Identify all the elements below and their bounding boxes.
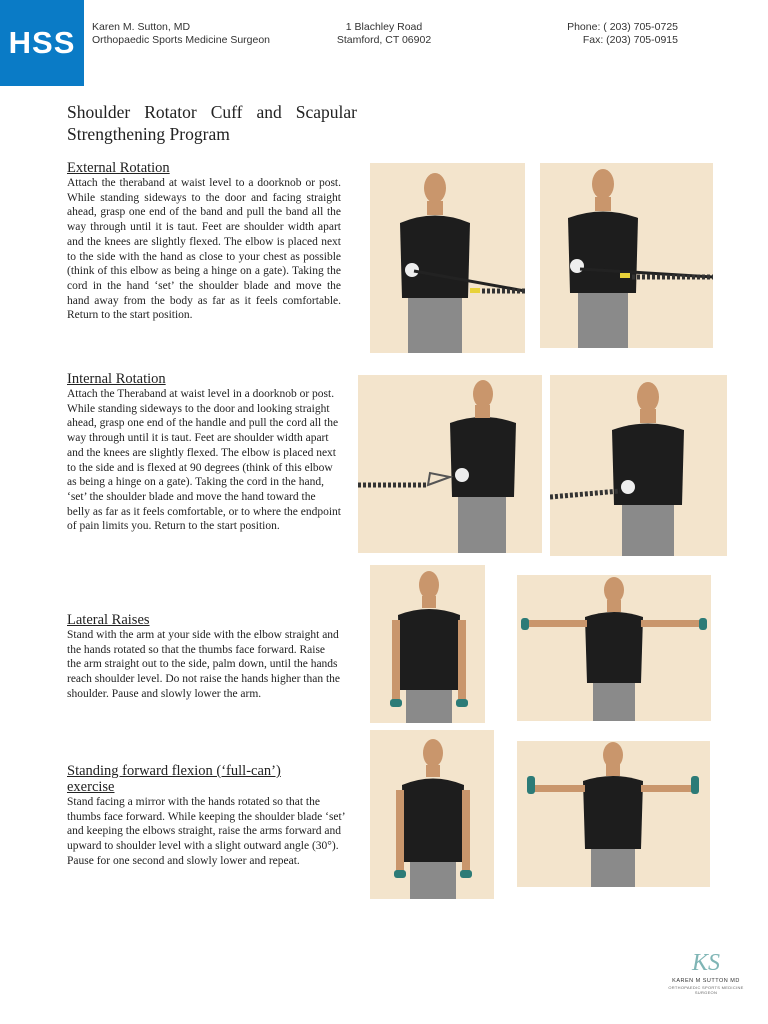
photo-internal-rotation-end: [550, 375, 727, 556]
section-body: Stand with the arm at your side with the elbow straight and the hands rotated so that the thumbs face forward. Raise the arm straight out to the side, palm down, until the hands reach shoulder level. Do not raise the hands higher than the shoulder. Pause and slowly lower the arm.: [67, 629, 341, 700]
photo-lateral-raise-end: [517, 575, 711, 721]
section-heading: Internal Rotation: [67, 371, 166, 387]
section-external-rotation: [67, 160, 341, 323]
doctor-info: [92, 21, 270, 47]
section-lateral-raises: [67, 612, 341, 702]
person-dumbbells-icon: [370, 565, 485, 723]
photo-internal-rotation-start: [358, 375, 542, 553]
section-body: Stand facing a mirror with the hands rotated so that the thumbs face forward. While keeping the shoulder blade ‘set’ and keeping the elbows straight, raise the arms forward and upward to shoulder level with a slight outward angle (30°). Pause for one second and slowly lower and repeat.: [67, 796, 345, 867]
person-band-icon: [540, 163, 713, 348]
section-heading: Standing forward flexion (‘full-can’) exercise: [67, 763, 281, 795]
doctor-name: Karen M. Sutton, MD: [92, 21, 191, 33]
photo-forward-flexion-start: [370, 730, 494, 899]
page-title: Shoulder Rotator Cuff and Scapular Strengthening Program: [67, 102, 357, 144]
section-body: Attach the theraband at waist level to a doorknob or post. While standing sideways to the door and facing straight ahead, grasp one end of the band and pull the band all the way through until it is taut. Feet are shoulder width apart and the knees are slightly flexed. The elbow is placed next to the side with the hand as close to your chest as possible (think of this elbow as being a hinge on a gate). Taking the cord in the hand ‘set’ the shoulder blade and move the hand away from the body as far as it feels comfortable. Return to the start position.: [67, 177, 341, 322]
section-heading: External Rotation: [67, 160, 170, 176]
hss-logo: [0, 0, 84, 86]
hss-logo-text: HSS: [8, 25, 76, 60]
footer-name: KAREN M SUTTON MD: [672, 978, 740, 984]
office-address: [322, 21, 446, 47]
doctor-title: Orthopaedic Sports Medicine Surgeon: [92, 34, 271, 46]
footer-logo: [666, 950, 746, 995]
person-dumbbells-icon: [517, 575, 711, 721]
person-band-icon: [370, 163, 525, 353]
footer-subtitle: ORTHOPAEDIC SPORTS MEDICINE SURGEON: [668, 985, 744, 995]
person-band-icon: [550, 375, 727, 556]
photo-external-rotation-start: [370, 163, 525, 353]
photo-external-rotation-end: [540, 163, 713, 348]
address-line-1: 1 Blachley Road: [345, 21, 423, 33]
person-band-icon: [358, 375, 542, 553]
person-dumbbells-icon: [370, 730, 494, 899]
ks-monogram-icon: KS: [691, 950, 720, 976]
section-heading: Lateral Raises: [67, 612, 150, 628]
photo-forward-flexion-end: [517, 741, 710, 887]
fax-number: Fax: (203) 705-0915: [582, 34, 678, 46]
photo-lateral-raise-start: [370, 565, 485, 723]
section-forward-flexion: [67, 763, 347, 869]
phone-number: Phone: ( 203) 705-0725: [567, 21, 678, 33]
address-line-2: Stamford, CT 06902: [336, 34, 432, 46]
section-body: Attach the Theraband at waist level in a doorknob or post. While standing sideways to the door and looking straight ahead, grasp one end of the handle and pull the cord all the way through until it is taut. Feet are shoulder width apart and the knees are slightly flexed. The elbow is placed next to the side and is flexed at 90 degrees (think of this elbow as being a hinge on a gate). Taking the cord in the hand, ‘set’ the shoulder blade and move the hand toward the belly as far as it feels comfortable, or to where the endpoint of pain limits you. Return to the start position.: [67, 388, 341, 533]
section-internal-rotation: [67, 371, 341, 534]
person-dumbbells-icon: [517, 741, 710, 887]
contact-numbers: [520, 21, 678, 47]
